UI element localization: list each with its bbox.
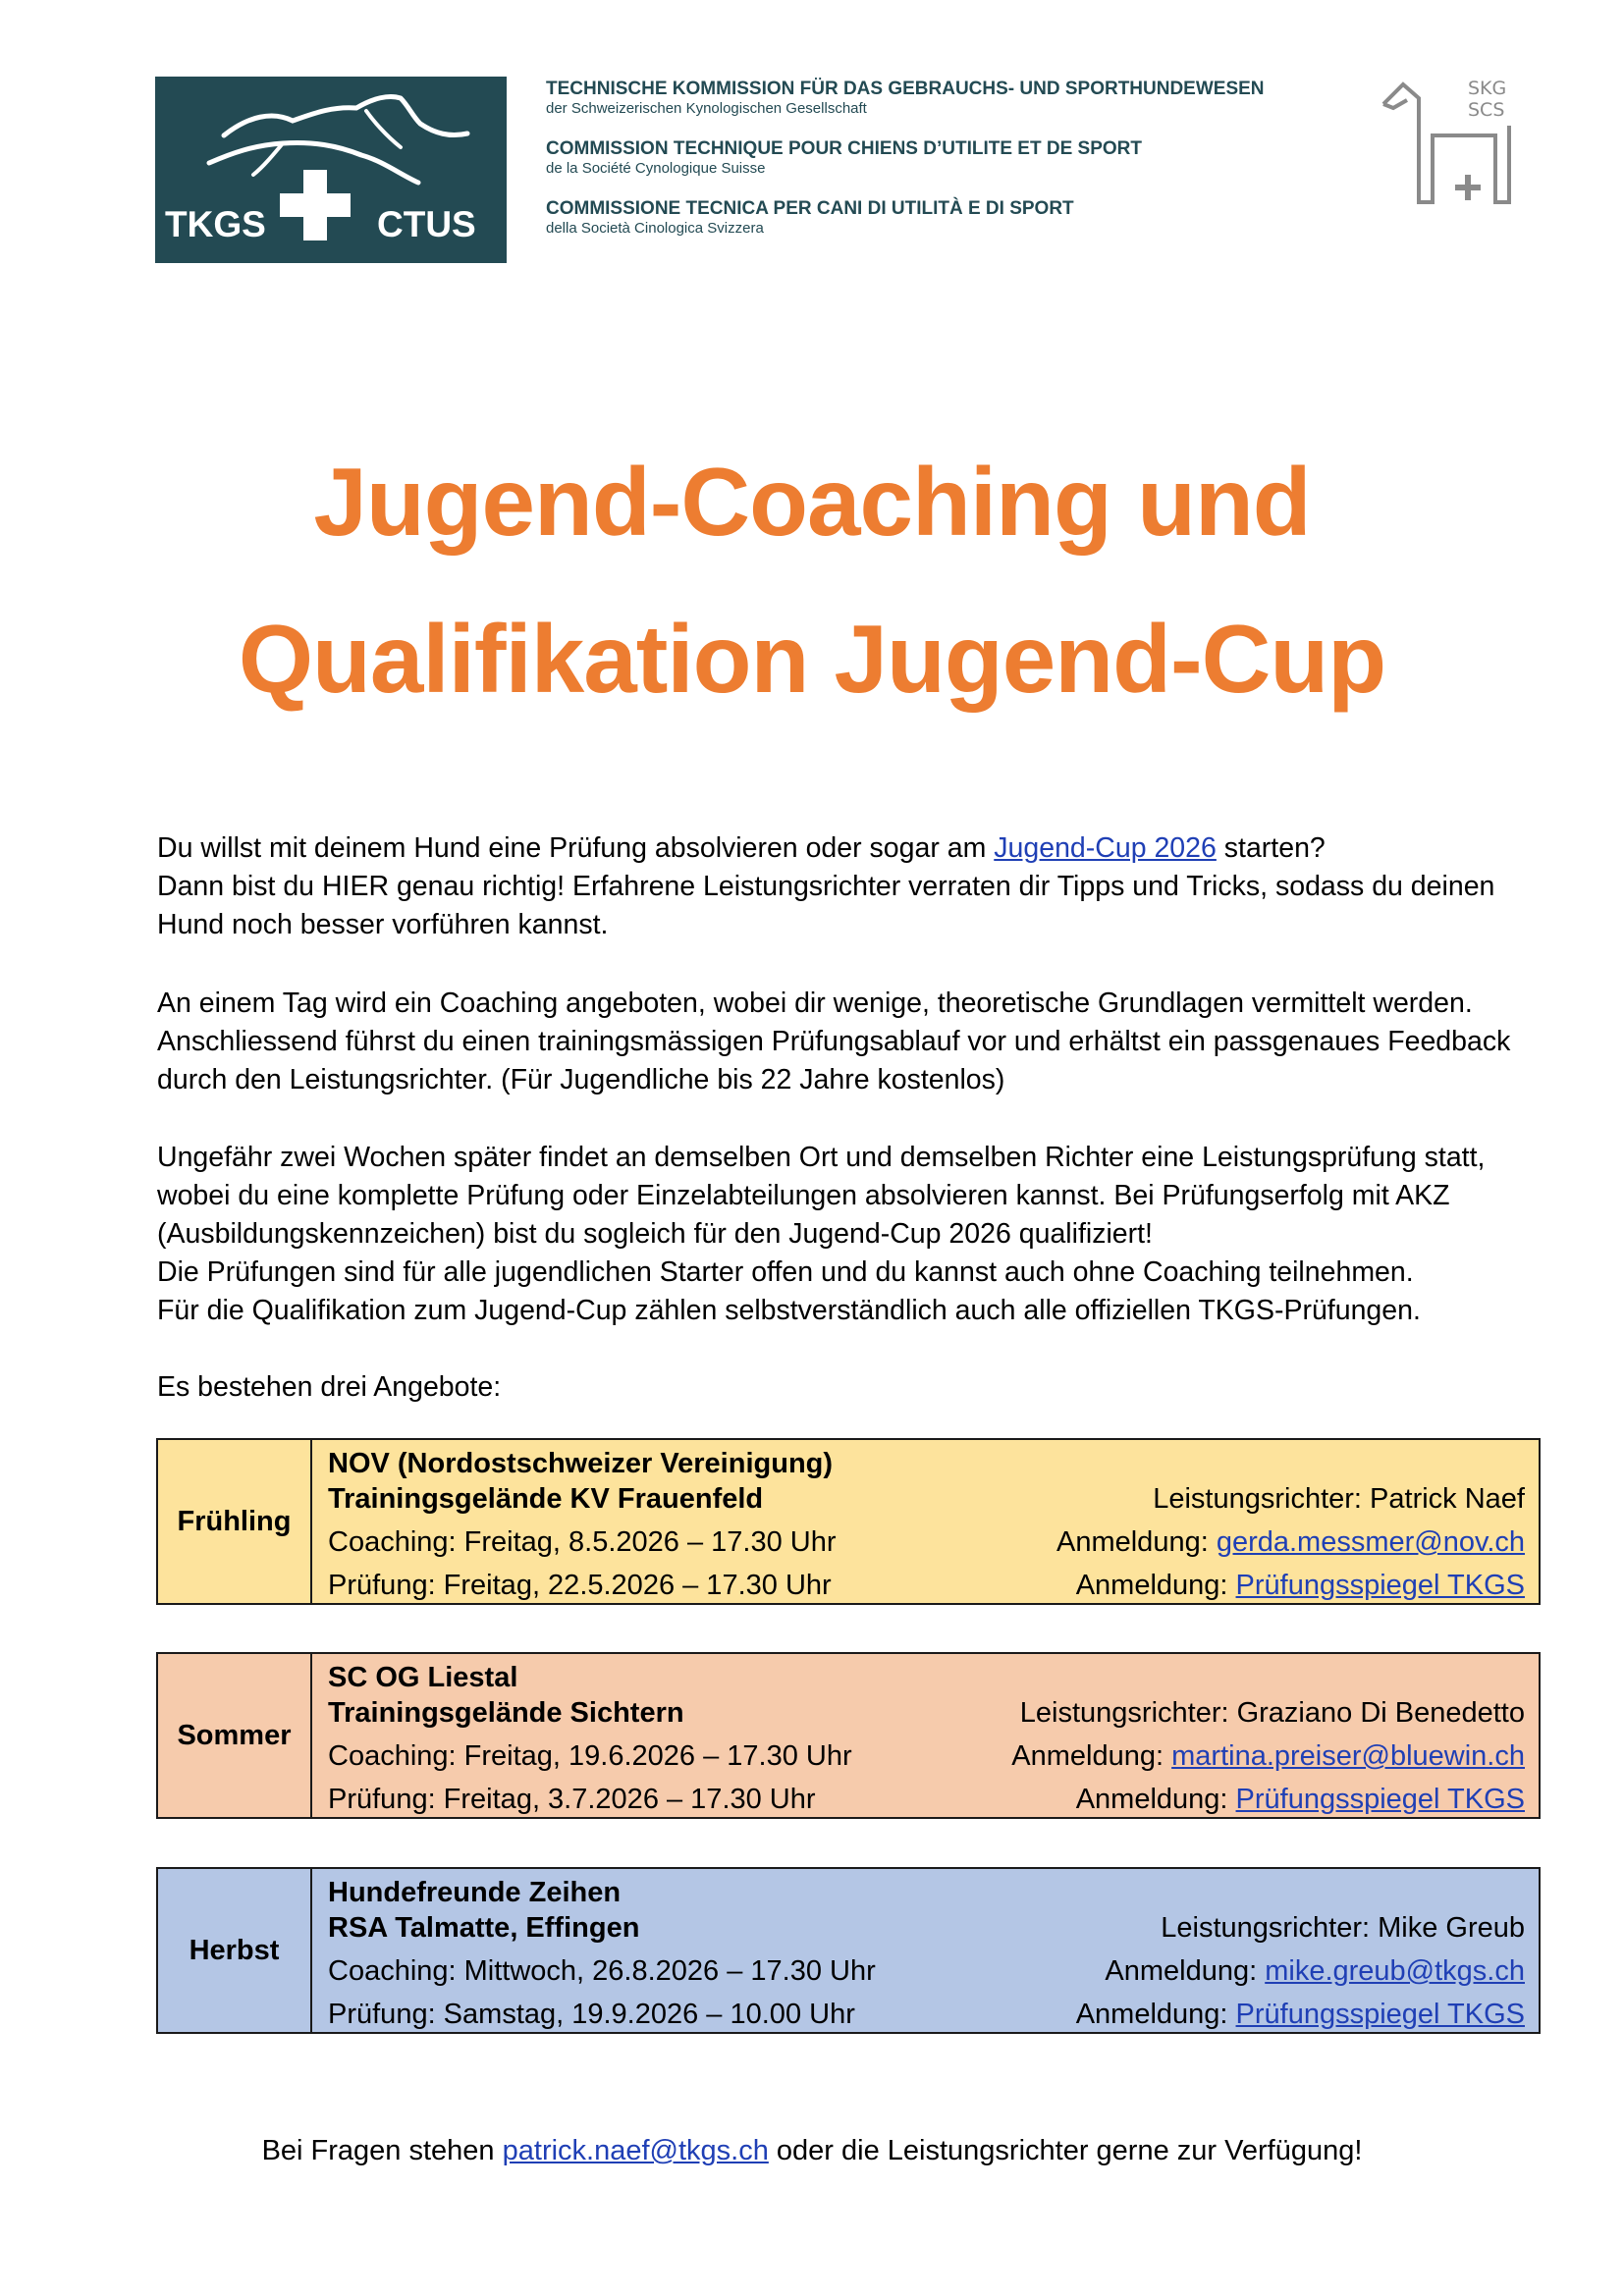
offer-registration [1011,1738,1525,1774]
registration-label: Anmeldung: [1056,1526,1217,1558]
commission-it [546,198,1292,238]
registration-email-link[interactable]: gerda.messmer@nov.ch [1216,1526,1525,1558]
offer-registration-exam [1076,1997,1525,2032]
logo-left-text: TKGS [165,204,266,244]
offer-organisation: SC OG Liestal [328,1662,518,1693]
registration-label: Anmeldung: [1075,1784,1236,1815]
contact-email-link[interactable]: patrick.naef@tkgs.ch [502,2135,769,2166]
offer-registration-exam [1076,1782,1525,1817]
pruefungsspiegel-link[interactable]: Prüfungsspiegel TKGS [1235,1999,1525,2030]
registration-label: Anmeldung: [1011,1740,1172,1772]
season-label: Sommer [158,1654,312,1817]
intro-text-b: starten? [1216,832,1326,864]
registration-label: Anmeldung: [1075,1570,1236,1601]
commission-fr-subtitle: de la Société Cynologique Suisse [546,160,766,177]
footer-contact [0,2135,1624,2167]
offers-intro: Es bestehen drei Angebote: [157,1371,502,1403]
registration-label: Anmeldung: [1075,1999,1236,2030]
tkgs-ctus-logo [155,77,507,263]
offer-coaching-date: Coaching: Freitag, 19.6.2026 – 17.30 Uhr [328,1740,852,1772]
intro-p3-a: Ungefähr zwei Wochen später findet an demselben Ort und demselben Richter eine Leistungsprüfung statt, wobei du eine komplette Prüfung oder Einzelabteilungen absolvieren kannst. Bei Prüfungserfolg mit AKZ (Ausbildungskennzeichen) bist du sogleich für den Jugend-Cup 2026 qualifiziert! [157,1142,1486,1250]
commission-de [546,79,1292,118]
page-title-line2: Qualifikation Jugend-Cup [238,605,1386,713]
footer-text-b: oder die Leistungsrichter gerne zur Verfügung! [768,2135,1363,2166]
offer-exam-date: Prüfung: Samstag, 19.9.2026 – 10.00 Uhr [328,1999,855,2030]
offer-exam-date: Prüfung: Freitag, 3.7.2026 – 17.30 Uhr [328,1784,816,1815]
pruefungsspiegel-link[interactable]: Prüfungsspiegel TKGS [1235,1784,1525,1815]
offer-exam-date: Prüfung: Freitag, 22.5.2026 – 17.30 Uhr [328,1570,832,1601]
logo-right-text: CTUS [377,204,476,244]
offer-coaching-date: Coaching: Freitag, 8.5.2026 – 17.30 Uhr [328,1526,837,1558]
offer-registration [1105,1953,1525,1989]
commission-fr [546,138,1292,178]
offer-box-fruehling [156,1438,1541,1605]
intro-p3-c: Für die Qualifikation zum Jugend-Cup zählen selbstverständlich auch alle offiziellen TKGS-Prüfungen. [157,1295,1421,1326]
commission-it-title: COMMISSIONE TECNICA PER CANI DI UTILITÀ E DI SPORT [546,198,1074,219]
intro-text-a: Du willst mit deinem Hund eine Prüfung absolvieren oder sogar am [157,832,995,864]
registration-email-link[interactable]: martina.preiser@bluewin.ch [1171,1740,1525,1772]
offer-judge: Leistungsrichter: Patrick Naef [1153,1483,1525,1515]
commission-it-subtitle: della Società Cinologica Svizzera [546,220,764,237]
intro-paragraph-1 [157,829,1532,944]
offer-box-herbst [156,1867,1541,2034]
intro-paragraph-2: An einem Tag wird ein Coaching angeboten, wobei dir wenige, theoretische Grundlagen vermittelt werden. Anschliessend führst du einen trainingsmässigen Prüfungsablauf vor und erhältst ein passgenaues Feedback durch den Leistungsrichter. (Für Jugendliche bis 22 Jahre kostenlos) [157,988,1511,1095]
offer-judge: Leistungsrichter: Mike Greub [1161,1912,1525,1944]
offer-venue: Trainingsgelände KV Frauenfeld [328,1483,764,1515]
registration-label: Anmeldung: [1105,1955,1266,1987]
season-label: Frühling [158,1440,312,1603]
intro-text-c: Dann bist du HIER genau richtig! Erfahrene Leistungsrichter verraten dir Tipps und Tricks, sodass du deinen Hund noch besser vorführen kannst. [157,871,1495,940]
offer-registration [1056,1524,1525,1560]
offer-organisation: Hundefreunde Zeihen [328,1877,622,1908]
jugend-cup-link[interactable]: Jugend-Cup 2026 [994,832,1217,864]
offer-organisation: NOV (Nordostschweizer Vereinigung) [328,1448,834,1479]
commission-fr-title: COMMISSION TECHNIQUE POUR CHIENS D’UTILITE ET DE SPORT [546,138,1142,159]
offer-registration-exam [1076,1568,1525,1603]
pruefungsspiegel-link[interactable]: Prüfungsspiegel TKGS [1235,1570,1525,1601]
page-title-line1: Jugend-Coaching und [313,448,1311,556]
offer-judge: Leistungsrichter: Graziano Di Benedetto [1019,1697,1525,1729]
offer-venue: Trainingsgelände Sichtern [328,1697,684,1729]
footer-text-a: Bei Fragen stehen [261,2135,503,2166]
skg-scs-logo [1380,77,1527,214]
commission-de-subtitle: der Schweizerischen Kynologischen Gesellschaft [546,100,867,117]
registration-email-link[interactable]: mike.greub@tkgs.ch [1265,1955,1525,1987]
skg-logo-line1: SKG [1468,78,1507,99]
season-label: Herbst [158,1869,312,2032]
offer-coaching-date: Coaching: Mittwoch, 26.8.2026 – 17.30 Uhr [328,1955,876,1987]
intro-p3-b: Die Prüfungen sind für alle jugendlichen Starter offen und du kannst auch ohne Coaching teilnehmen. [157,1256,1414,1288]
intro-paragraph-3 [157,1139,1532,1330]
commission-de-title: TECHNISCHE KOMMISSION FÜR DAS GEBRAUCHS- UND SPORTHUNDEWESEN [546,79,1265,99]
offer-venue: RSA Talmatte, Effingen [328,1912,640,1944]
offer-box-sommer [156,1652,1541,1819]
skg-logo-line2: SCS [1468,99,1505,121]
